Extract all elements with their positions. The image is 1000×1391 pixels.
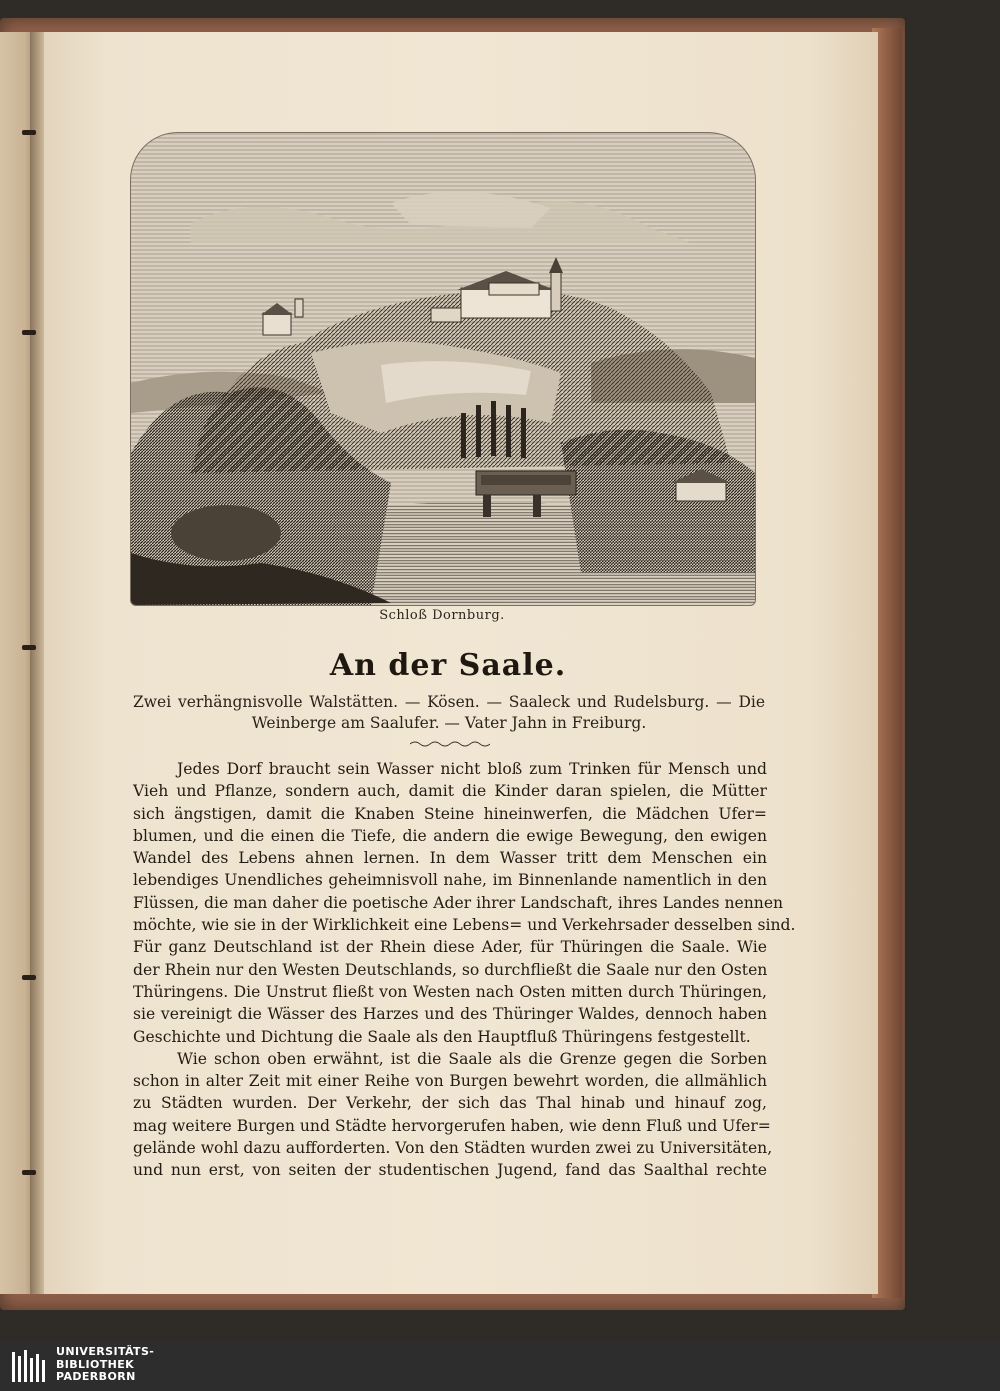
- text-line: Wie schon oben erwähnt, ist die Saale als die Grenze gegen die Sorben: [177, 1049, 767, 1068]
- castle-landscape-engraving: [131, 133, 755, 605]
- text-line: und nun erst, von seiten der studentischen Jugend, fand das Saalthal rechte: [133, 1161, 767, 1180]
- binding-stitch: [22, 330, 36, 335]
- text-line: blumen, und die einen die Tiefe, die andern die ewige Bewegung, den ewigen: [133, 826, 767, 845]
- text-line: mag weitere Burgen und Städte hervorgerufen haben, wie denn Fluß und Ufer=: [133, 1116, 771, 1135]
- binding-stitch: [22, 975, 36, 980]
- library-name-line: BIBLIOTHEK: [56, 1357, 135, 1371]
- text-line: Geschichte und Dichtung die Saale als den Hauptfluß Thüringens festgestellt.: [133, 1027, 751, 1046]
- chapter-summary: [133, 692, 765, 734]
- chapter-title: An der Saale.: [329, 648, 567, 683]
- illustration-caption: Schloß Dornburg.: [379, 608, 505, 623]
- text-line: lebendiges Unendliches geheimnisvoll nahe, im Binnenlande namentlich in den: [133, 871, 767, 890]
- text-line: der Rhein nur den Westen Deutschlands, so durchfließt die Saale nur den Osten: [133, 960, 768, 979]
- binding-stitch: [22, 1170, 36, 1175]
- body-text: [133, 758, 796, 1182]
- decorative-divider: [410, 740, 490, 748]
- text-line: Für ganz Deutschland ist der Rhein diese Ader, für Thüringen die Saale. Wie: [133, 938, 767, 957]
- library-name-line: UNIVERSITÄTS-: [56, 1345, 155, 1358]
- text-line: zu Städten wurden. Der Verkehr, der sich das Thal hinab und hinauf zog,: [133, 1094, 767, 1113]
- text-line: möchte, wie sie in der Wirklichkeit eine Lebens= und Verkehrsader desselben sind.: [133, 916, 796, 935]
- text-line: Flüssen, die man daher die poetische Ader ihrer Landschaft, ihres Landes nennen: [133, 893, 784, 912]
- library-name: [56, 1346, 154, 1384]
- text-line: Wandel des Lebens ahnen lernen. In dem Wasser tritt dem Menschen ein: [133, 849, 767, 868]
- library-name-line: PADERBORN: [56, 1370, 136, 1383]
- binding-stitch: [22, 130, 36, 135]
- summary-line: Weinberge am Saalufer. — Vater Jahn in Freiburg.: [251, 714, 647, 732]
- text-line: gelände wohl dazu aufforderten. Von den Städten wurden zwei zu Universitäten,: [133, 1139, 773, 1158]
- text-line: Vieh und Pflanze, sondern auch, damit die Kinder daran spielen, die Mütter: [133, 782, 767, 801]
- text-line: schon in alter Zeit mit einer Reihe von Burgen bewehrt worden, die allmählich: [133, 1072, 767, 1091]
- engraving-illustration: [130, 132, 756, 606]
- text-line: sie vereinigt die Wässer des Harzes und des Thüringer Waldes, dennoch haben: [133, 1005, 767, 1024]
- text-line: Jedes Dorf braucht sein Wasser nicht bloß zum Trinken für Mensch und: [177, 760, 767, 778]
- text-line: sich ängstigen, damit die Knaben Steine hineinwerfen, die Mädchen Ufer=: [133, 804, 767, 823]
- summary-line: Zwei verhängnisvolle Walstätten. — Kösen. — Saaleck und Rudelsburg. — Die: [133, 693, 765, 711]
- text-line: Thüringens. Die Unstrut fließt von Westen nach Osten mitten durch Thüringen,: [133, 982, 767, 1001]
- library-logo-icon: [10, 1348, 48, 1386]
